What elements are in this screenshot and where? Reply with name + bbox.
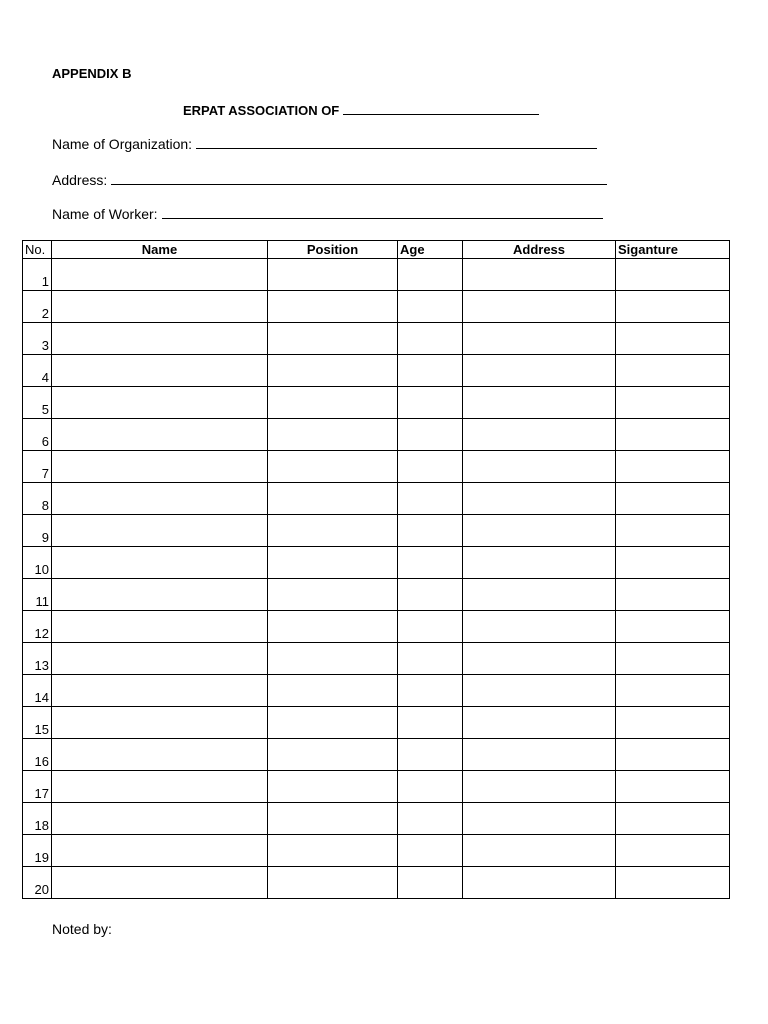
table-row (23, 675, 730, 707)
name-cell[interactable] (52, 675, 268, 707)
signature-cell[interactable] (616, 483, 730, 515)
position-cell[interactable] (268, 515, 398, 547)
name-cell[interactable] (52, 803, 268, 835)
age-cell[interactable] (398, 323, 463, 355)
age-cell[interactable] (398, 675, 463, 707)
name-cell[interactable] (52, 419, 268, 451)
age-cell[interactable] (398, 803, 463, 835)
signature-cell[interactable] (616, 451, 730, 483)
position-cell[interactable] (268, 291, 398, 323)
row-number: 2 (23, 291, 52, 323)
position-cell[interactable] (268, 323, 398, 355)
row-number: 4 (23, 355, 52, 387)
name-cell[interactable] (52, 451, 268, 483)
worker-field (52, 206, 603, 222)
position-cell[interactable] (268, 643, 398, 675)
table-header-row (23, 241, 730, 259)
signature-cell[interactable] (616, 739, 730, 771)
row-number: 20 (23, 867, 52, 899)
age-cell[interactable] (398, 451, 463, 483)
table-row (23, 835, 730, 867)
table-row (23, 419, 730, 451)
signature-cell[interactable] (616, 579, 730, 611)
name-cell[interactable] (52, 323, 268, 355)
position-cell[interactable] (268, 867, 398, 899)
address-cell[interactable] (463, 419, 616, 451)
name-cell[interactable] (52, 867, 268, 899)
signature-cell[interactable] (616, 387, 730, 419)
age-cell[interactable] (398, 483, 463, 515)
signature-cell[interactable] (616, 259, 730, 291)
age-cell[interactable] (398, 419, 463, 451)
table-row (23, 611, 730, 643)
table-row (23, 291, 730, 323)
name-cell[interactable] (52, 835, 268, 867)
row-number: 12 (23, 611, 52, 643)
position-cell[interactable] (268, 707, 398, 739)
signature-cell[interactable] (616, 323, 730, 355)
table-row (23, 579, 730, 611)
header-no: No. (23, 241, 52, 259)
age-cell[interactable] (398, 355, 463, 387)
table-row (23, 515, 730, 547)
worker-blank (162, 206, 603, 219)
organization-label: Name of Organization: (52, 136, 193, 152)
age-cell[interactable] (398, 867, 463, 899)
name-cell[interactable] (52, 355, 268, 387)
address-cell[interactable] (463, 483, 616, 515)
address-cell[interactable] (463, 739, 616, 771)
signature-cell[interactable] (616, 803, 730, 835)
position-cell[interactable] (268, 355, 398, 387)
position-cell[interactable] (268, 771, 398, 803)
table-row (23, 387, 730, 419)
name-cell[interactable] (52, 707, 268, 739)
position-cell[interactable] (268, 611, 398, 643)
address-cell[interactable] (463, 451, 616, 483)
row-number: 5 (23, 387, 52, 419)
age-cell[interactable] (398, 643, 463, 675)
address-cell[interactable] (463, 387, 616, 419)
table-row (23, 739, 730, 771)
noted-by-label: Noted by: (52, 921, 112, 937)
address-field (52, 172, 607, 188)
appendix-label: APPENDIX B (52, 66, 132, 81)
row-number: 1 (23, 259, 52, 291)
address-cell[interactable] (463, 803, 616, 835)
association-title-text: ERPAT ASSOCIATION OF (183, 103, 340, 118)
header-age: Age (398, 241, 463, 259)
address-blank (111, 172, 607, 185)
header-name: Name (52, 241, 268, 259)
row-number: 11 (23, 579, 52, 611)
age-cell[interactable] (398, 259, 463, 291)
row-number: 18 (23, 803, 52, 835)
signature-cell[interactable] (616, 355, 730, 387)
position-cell[interactable] (268, 259, 398, 291)
age-cell[interactable] (398, 835, 463, 867)
name-cell[interactable] (52, 771, 268, 803)
table-row (23, 643, 730, 675)
age-cell[interactable] (398, 387, 463, 419)
row-number: 6 (23, 419, 52, 451)
row-number: 10 (23, 547, 52, 579)
table-row (23, 803, 730, 835)
address-cell[interactable] (463, 547, 616, 579)
position-cell[interactable] (268, 419, 398, 451)
address-cell[interactable] (463, 867, 616, 899)
row-number: 17 (23, 771, 52, 803)
address-cell[interactable] (463, 515, 616, 547)
address-label: Address: (52, 172, 108, 188)
position-cell[interactable] (268, 451, 398, 483)
age-cell[interactable] (398, 739, 463, 771)
signature-cell[interactable] (616, 291, 730, 323)
position-cell[interactable] (268, 483, 398, 515)
signature-cell[interactable] (616, 867, 730, 899)
roster-table (22, 240, 730, 899)
association-name-blank (343, 102, 539, 115)
signature-cell[interactable] (616, 515, 730, 547)
association-title (183, 102, 539, 118)
worker-label: Name of Worker: (52, 206, 158, 222)
address-cell[interactable] (463, 579, 616, 611)
signature-cell[interactable] (616, 675, 730, 707)
address-cell[interactable] (463, 675, 616, 707)
name-cell[interactable] (52, 547, 268, 579)
position-cell[interactable] (268, 803, 398, 835)
position-cell[interactable] (268, 739, 398, 771)
row-number: 14 (23, 675, 52, 707)
organization-blank (196, 136, 597, 149)
row-number: 3 (23, 323, 52, 355)
name-cell[interactable] (52, 739, 268, 771)
header-signature: Siganture (616, 241, 730, 259)
table-row (23, 259, 730, 291)
position-cell[interactable] (268, 387, 398, 419)
row-number: 7 (23, 451, 52, 483)
name-cell[interactable] (52, 483, 268, 515)
organization-field (52, 136, 597, 152)
address-cell[interactable] (463, 323, 616, 355)
address-cell[interactable] (463, 835, 616, 867)
position-cell[interactable] (268, 579, 398, 611)
address-cell[interactable] (463, 291, 616, 323)
address-cell[interactable] (463, 643, 616, 675)
table-row (23, 323, 730, 355)
signature-cell[interactable] (616, 419, 730, 451)
age-cell[interactable] (398, 547, 463, 579)
address-cell[interactable] (463, 611, 616, 643)
name-cell[interactable] (52, 291, 268, 323)
name-cell[interactable] (52, 259, 268, 291)
row-number: 8 (23, 483, 52, 515)
age-cell[interactable] (398, 707, 463, 739)
row-number: 19 (23, 835, 52, 867)
table-row (23, 771, 730, 803)
header-address: Address (463, 241, 616, 259)
age-cell[interactable] (398, 579, 463, 611)
signature-cell[interactable] (616, 771, 730, 803)
signature-cell[interactable] (616, 707, 730, 739)
name-cell[interactable] (52, 643, 268, 675)
signature-cell[interactable] (616, 643, 730, 675)
address-cell[interactable] (463, 259, 616, 291)
signature-cell[interactable] (616, 835, 730, 867)
age-cell[interactable] (398, 611, 463, 643)
address-cell[interactable] (463, 707, 616, 739)
header-position: Position (268, 241, 398, 259)
row-number: 13 (23, 643, 52, 675)
row-number: 16 (23, 739, 52, 771)
table-row (23, 355, 730, 387)
address-cell[interactable] (463, 771, 616, 803)
name-cell[interactable] (52, 579, 268, 611)
row-number: 9 (23, 515, 52, 547)
name-cell[interactable] (52, 611, 268, 643)
table-row (23, 547, 730, 579)
signature-cell[interactable] (616, 611, 730, 643)
age-cell[interactable] (398, 291, 463, 323)
name-cell[interactable] (52, 515, 268, 547)
age-cell[interactable] (398, 515, 463, 547)
row-number: 15 (23, 707, 52, 739)
position-cell[interactable] (268, 835, 398, 867)
name-cell[interactable] (52, 387, 268, 419)
address-cell[interactable] (463, 355, 616, 387)
table-row (23, 451, 730, 483)
table-row (23, 707, 730, 739)
position-cell[interactable] (268, 675, 398, 707)
position-cell[interactable] (268, 547, 398, 579)
table-row (23, 483, 730, 515)
signature-cell[interactable] (616, 547, 730, 579)
table-row (23, 867, 730, 899)
table-body (23, 259, 730, 899)
age-cell[interactable] (398, 771, 463, 803)
